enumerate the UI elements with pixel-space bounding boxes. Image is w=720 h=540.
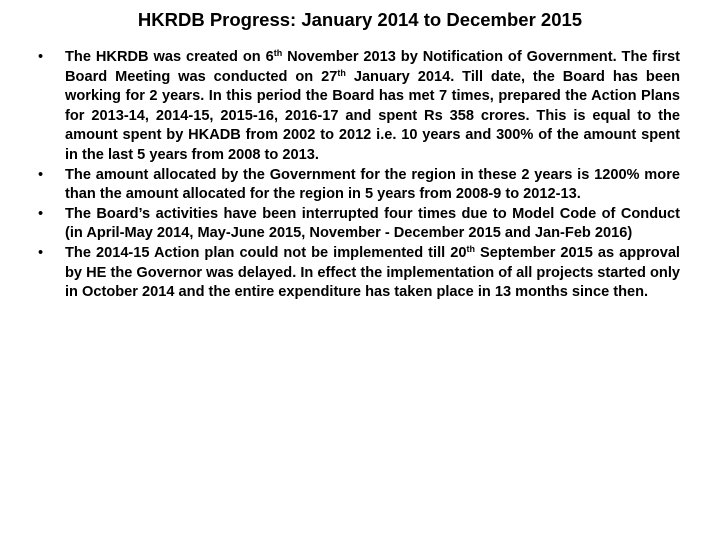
ordinal-suffix: th: [466, 243, 475, 254]
bullet-text: The Board’s activities have been interrupted four times due to Model Code of Conduct (in April-May 2014, May-June 2015, November - December 2015 and Jan-Feb 2016): [65, 205, 680, 242]
ordinal-suffix: th: [337, 67, 346, 78]
bullet-item-allocation: [38, 166, 680, 205]
bullet-icon: •: [38, 244, 44, 261]
bullet-text-part: September 2015 as approval by HE the Governor was delayed. In effect the implementation of all projects started only in October 2014 and the entire expenditure has taken place in 13 months since then.: [65, 244, 680, 301]
slide-title: HKRDB Progress: January 2014 to December 2015: [137, 9, 583, 30]
bullet-item-action-plan: [38, 244, 680, 303]
bullet-icon: •: [38, 166, 44, 183]
bullet-text: The amount allocated by the Government for the region in these 2 years is 1200% more than the amount allocated for the region in 5 years from 2008-9 to 2012-13.: [65, 166, 680, 203]
bullet-text-part: November 2013 by Notification of Government. The first Board Meeting was conducted on 27: [65, 49, 680, 85]
bullet-item-creation: [38, 48, 680, 166]
bullet-icon: •: [38, 49, 44, 65]
bullet-icon: •: [38, 205, 44, 222]
bullet-list: [38, 48, 680, 303]
bullet-text-part: January 2014. Till date, the Board has been working for 2 years. In this period the Board has met 7 times, prepared the Action Plans for 2013-14, 2014-15, 2015-16, 2016-17 and spent Rs 358 crores. This is equal to the amount spent by HKADB from 2002 to 2012 i.e. 10 years and 300% of the amount spent in the last 5 years from 2008 to 2013.: [65, 68, 680, 163]
bullet-text-part: The HKRDB was created on 6: [65, 49, 274, 65]
ordinal-suffix: th: [273, 48, 283, 58]
bullet-item-interruptions: [38, 205, 680, 244]
bullet-text-part: The 2014-15 Action plan could not be implemented till 20: [65, 244, 467, 261]
